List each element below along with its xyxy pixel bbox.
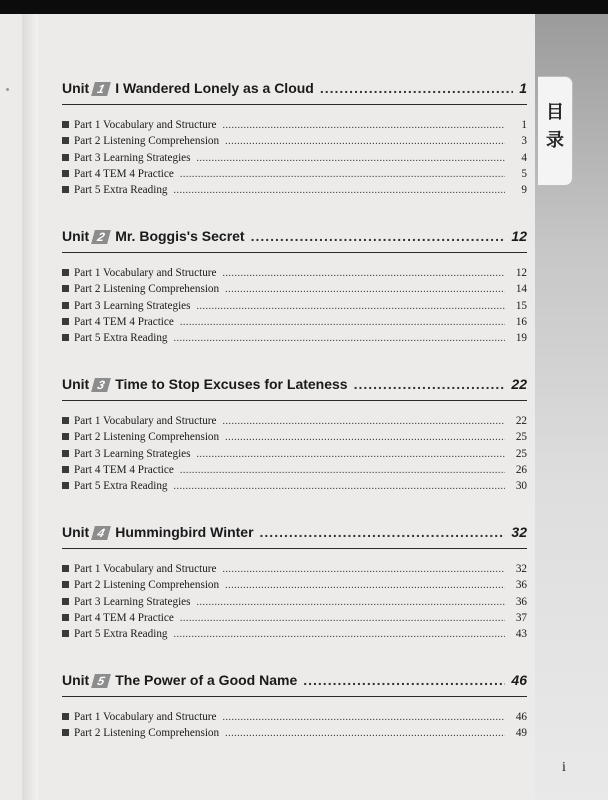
part-page-number: 46 [515,711,527,723]
contents-tab-char-1: 目 [546,102,564,123]
part-page-number: 9 [521,184,527,197]
part-page-number: 12 [515,267,527,279]
unit-section [62,80,527,200]
toc-entry[interactable] [62,300,527,316]
part-label: Part 3 Learning Strategies [74,299,191,312]
part-page-number: 5 [521,167,527,180]
toc-entry[interactable] [62,168,527,184]
dot-leader [225,432,505,443]
unit-number-badge: 4 [91,526,111,540]
unit-number-badge: 2 [91,230,111,244]
unit-number-badge: 5 [91,674,111,688]
toc-entry[interactable] [62,612,527,628]
bullet-square-icon [62,269,69,276]
unit-title: Hummingbird Winter [115,524,254,540]
dot-leader [180,465,505,476]
unit-rule [62,252,527,253]
part-list [62,267,527,348]
dot-leader [225,284,505,295]
dot-leader [180,169,505,180]
dot-leader [260,524,506,540]
toc-entry[interactable] [62,480,527,496]
dot-leader [174,481,505,492]
dot-leader [225,580,505,591]
toc-entry[interactable] [62,332,527,348]
toc-entry[interactable] [62,628,527,644]
part-label: Part 2 Listening Comprehension [74,283,220,296]
part-page-number: 14 [515,283,527,296]
dot-leader [174,629,505,640]
toc-entry[interactable] [62,415,527,431]
unit-page-number: 22 [511,376,527,392]
part-label: Part 2 Listening Comprehension [74,135,220,148]
bullet-square-icon [62,713,69,720]
part-label: Part 2 Listening Comprehension [74,431,220,444]
contents-tab [538,76,573,186]
unit-page-number: 1 [519,80,527,96]
unit-rule [62,696,527,697]
dot-leader [251,228,506,244]
part-label: Part 3 Learning Strategies [74,595,191,608]
unit-rule [62,548,527,549]
dot-leader [223,120,505,131]
unit-heading[interactable] [62,228,527,248]
unit-section [62,228,527,348]
dot-leader [225,728,505,739]
part-list [62,415,527,496]
dot-leader [197,597,505,608]
toc-entry[interactable] [62,431,527,447]
unit-section [62,672,527,744]
unit-section [62,376,527,496]
toc-entry[interactable] [62,563,527,579]
dot-leader [223,564,505,575]
part-label: Part 1 Vocabulary and Structure [74,711,217,723]
dot-leader [223,712,505,723]
unit-heading[interactable] [62,80,527,100]
dot-leader [303,672,505,688]
part-label: Part 1 Vocabulary and Structure [74,267,217,279]
unit-title: The Power of a Good Name [115,672,298,688]
part-page-number: 22 [515,415,527,427]
bullet-square-icon [62,598,69,605]
dot-leader [197,449,505,460]
unit-title: I Wandered Lonely as a Cloud [115,80,314,96]
part-label: Part 3 Learning Strategies [74,151,191,164]
part-list [62,119,527,200]
scan-speck [6,88,9,91]
bullet-square-icon [62,170,69,177]
unit-word: Unit [62,80,90,96]
unit-title: Time to Stop Excuses for Lateness [115,376,348,392]
part-label: Part 5 Extra Reading [74,184,168,197]
part-page-number: 4 [521,151,527,164]
part-list [62,563,527,644]
dot-leader [180,613,505,624]
toc-entry[interactable] [62,283,527,299]
toc-entry[interactable] [62,184,527,200]
part-page-number: 36 [515,579,527,592]
toc-entry[interactable] [62,152,527,168]
contents-tab-char-2: 录 [546,130,564,151]
unit-word: Unit [62,228,90,244]
part-page-number: 16 [515,315,527,328]
page-folio: i [562,760,566,775]
part-label: Part 5 Extra Reading [74,480,168,493]
unit-rule [62,400,527,401]
bullet-square-icon [62,433,69,440]
part-label: Part 1 Vocabulary and Structure [74,119,217,131]
part-label: Part 4 TEM 4 Practice [74,315,174,328]
part-page-number: 25 [515,447,527,460]
bullet-square-icon [62,154,69,161]
dot-leader [197,301,505,312]
part-page-number: 37 [515,611,527,624]
unit-word: Unit [62,376,90,392]
bullet-square-icon [62,334,69,341]
unit-heading[interactable] [62,524,527,544]
part-label: Part 3 Learning Strategies [74,447,191,460]
dot-leader [174,333,505,344]
dot-leader [180,317,505,328]
unit-title: Mr. Boggis's Secret [115,228,245,244]
part-page-number: 32 [515,563,527,575]
part-label: Part 2 Listening Comprehension [74,579,220,592]
unit-number-badge: 3 [91,378,111,392]
toc-entry[interactable] [62,711,527,727]
bullet-square-icon [62,630,69,637]
dot-leader [174,185,505,196]
unit-heading[interactable] [62,672,527,692]
bullet-square-icon [62,121,69,128]
part-page-number: 1 [521,119,527,131]
part-label: Part 4 TEM 4 Practice [74,167,174,180]
bullet-square-icon [62,318,69,325]
unit-word: Unit [62,672,90,688]
book-spine-shadow [22,14,38,800]
dot-leader [354,376,506,392]
part-page-number: 26 [515,463,527,476]
part-page-number: 30 [515,480,527,493]
bullet-square-icon [62,417,69,424]
toc-entry[interactable] [62,464,527,480]
dot-leader [225,136,505,147]
scan-top-edge [0,0,608,14]
part-page-number: 43 [515,628,527,641]
bullet-square-icon [62,450,69,457]
dot-leader [223,416,505,427]
part-label: Part 4 TEM 4 Practice [74,463,174,476]
toc-entry[interactable] [62,135,527,151]
unit-page-number: 12 [511,228,527,244]
part-label: Part 5 Extra Reading [74,628,168,641]
toc-entry[interactable] [62,596,527,612]
part-page-number: 25 [515,431,527,444]
toc-entry[interactable] [62,267,527,283]
dot-leader [320,80,513,96]
toc-entry[interactable] [62,316,527,332]
bullet-square-icon [62,729,69,736]
bullet-square-icon [62,581,69,588]
toc-entry[interactable] [62,727,527,743]
part-page-number: 19 [515,332,527,345]
dot-leader [223,268,505,279]
unit-page-number: 46 [511,672,527,688]
unit-page-number: 32 [511,524,527,540]
part-label: Part 2 Listening Comprehension [74,727,220,740]
toc-entry[interactable] [62,448,527,464]
part-list [62,711,527,744]
part-page-number: 49 [515,727,527,740]
unit-rule [62,104,527,105]
bullet-square-icon [62,565,69,572]
bullet-square-icon [62,285,69,292]
bullet-square-icon [62,614,69,621]
unit-section [62,524,527,644]
bullet-square-icon [62,482,69,489]
part-label: Part 1 Vocabulary and Structure [74,563,217,575]
bullet-square-icon [62,137,69,144]
unit-number-badge: 1 [91,82,111,96]
part-label: Part 4 TEM 4 Practice [74,611,174,624]
part-page-number: 36 [515,595,527,608]
dot-leader [197,153,505,164]
part-label: Part 1 Vocabulary and Structure [74,415,217,427]
unit-heading[interactable] [62,376,527,396]
toc-entry[interactable] [62,579,527,595]
part-page-number: 3 [521,135,527,148]
unit-word: Unit [62,524,90,540]
bullet-square-icon [62,186,69,193]
bullet-square-icon [62,302,69,309]
part-label: Part 5 Extra Reading [74,332,168,345]
part-page-number: 15 [515,299,527,312]
bullet-square-icon [62,466,69,473]
toc-entry[interactable] [62,119,527,135]
